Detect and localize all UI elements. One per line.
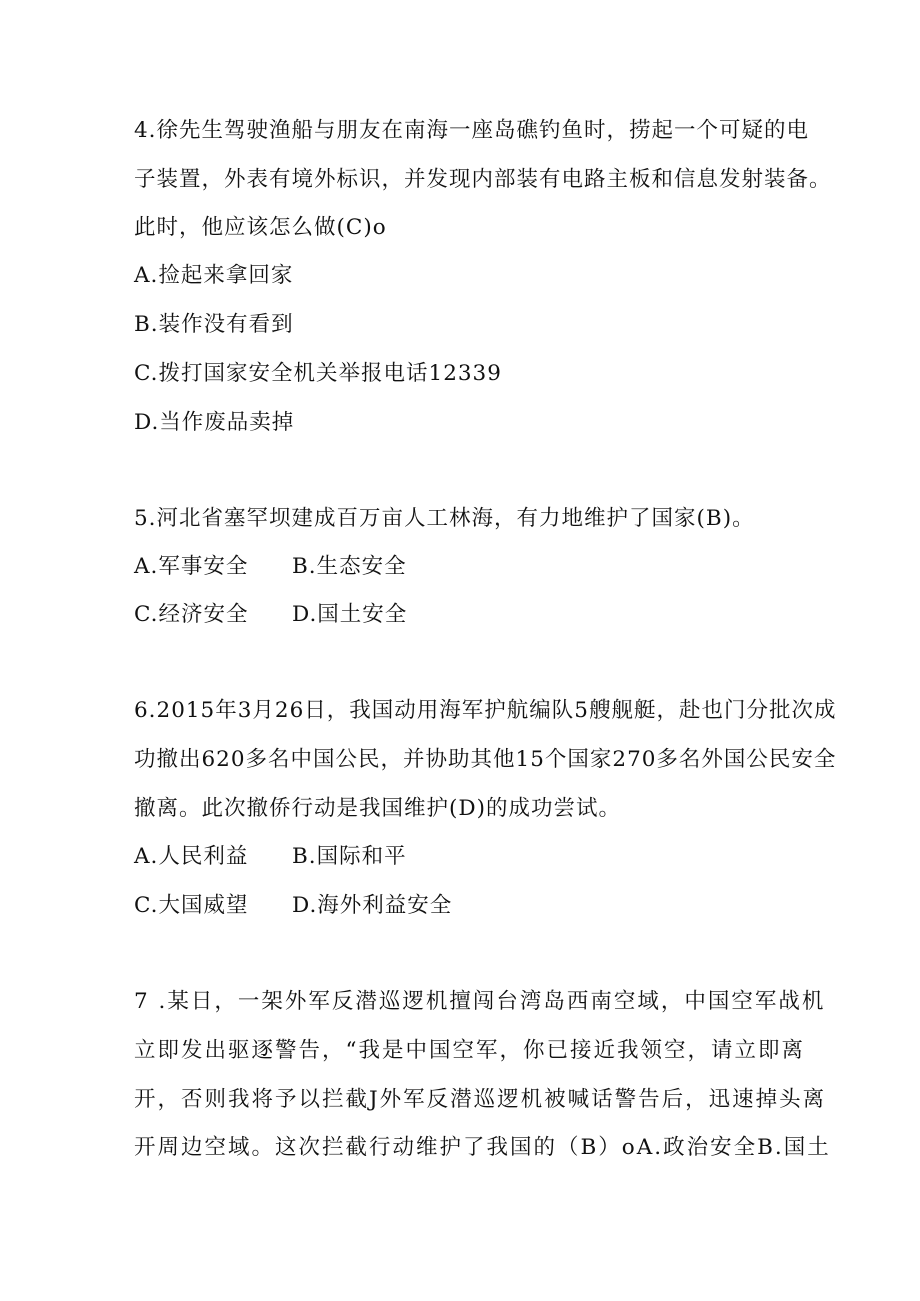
question-4-option-b: B.装作没有看到 <box>134 312 294 337</box>
question-4-option-c: C.拨打国家安全机关举报电话12339 <box>134 361 502 386</box>
question-7-line-4: 开周边空域。这次拦截行动维护了我国的（B）oA.政治安全B.国土 <box>134 1135 831 1160</box>
question-4-line-3: 此时，他应该怎么做(C)o <box>134 215 387 240</box>
question-7-line-1: 7 .某日，一架外军反潜巡逻机擅闯台湾岛西南空域，中国空军战机 <box>134 989 826 1014</box>
question-5-option-d: D.国土安全 <box>292 602 408 627</box>
question-6-line-3: 撤离。此次撤侨行动是我国维护(D)的成功尝试。 <box>134 796 622 821</box>
question-4-line-1: 4.徐先生驾驶渔船与朋友在南海一座岛礁钓鱼时，捞起一个可疑的电 <box>134 118 810 143</box>
question-7-line-3: 开，否则我将予以拦截J外军反潜巡逻机被喊话警告后，迅速掉头离 <box>134 1087 827 1112</box>
question-5-line-1: 5.河北省塞罕坝建成百万亩人工林海，有力地维护了国家(B)。 <box>134 506 755 531</box>
question-5-option-c: C.经济安全 <box>134 602 249 627</box>
question-4-option-d: D.当作废品卖掉 <box>134 410 295 435</box>
question-5-option-a: A.军事安全 <box>134 554 249 579</box>
question-6-option-c: C.大国威望 <box>134 893 249 918</box>
question-6-line-2: 功撤出620多名中国公民，并协助其他15个国家270多名外国公民安全 <box>134 747 837 772</box>
question-4-line-2: 子装置，外表有境外标识，并发现内部装有电路主板和信息发射装备。 <box>134 167 832 192</box>
question-5-option-b: B.生态安全 <box>292 554 407 579</box>
question-7-line-2: 立即发出驱逐警告，“我是中国空军，你已接近我领空，请立即离 <box>134 1038 805 1063</box>
question-4-option-a: A.捡起来拿回家 <box>134 263 294 288</box>
question-6-option-d: D.海外利益安全 <box>292 893 453 918</box>
question-6-option-a: A.人民利益 <box>134 844 249 869</box>
question-6-option-b: B.国际和平 <box>292 844 407 869</box>
question-6-line-1: 6.2015年3月26日，我国动用海军护航编队5艘舰艇，赴也门分批次成 <box>134 698 837 723</box>
